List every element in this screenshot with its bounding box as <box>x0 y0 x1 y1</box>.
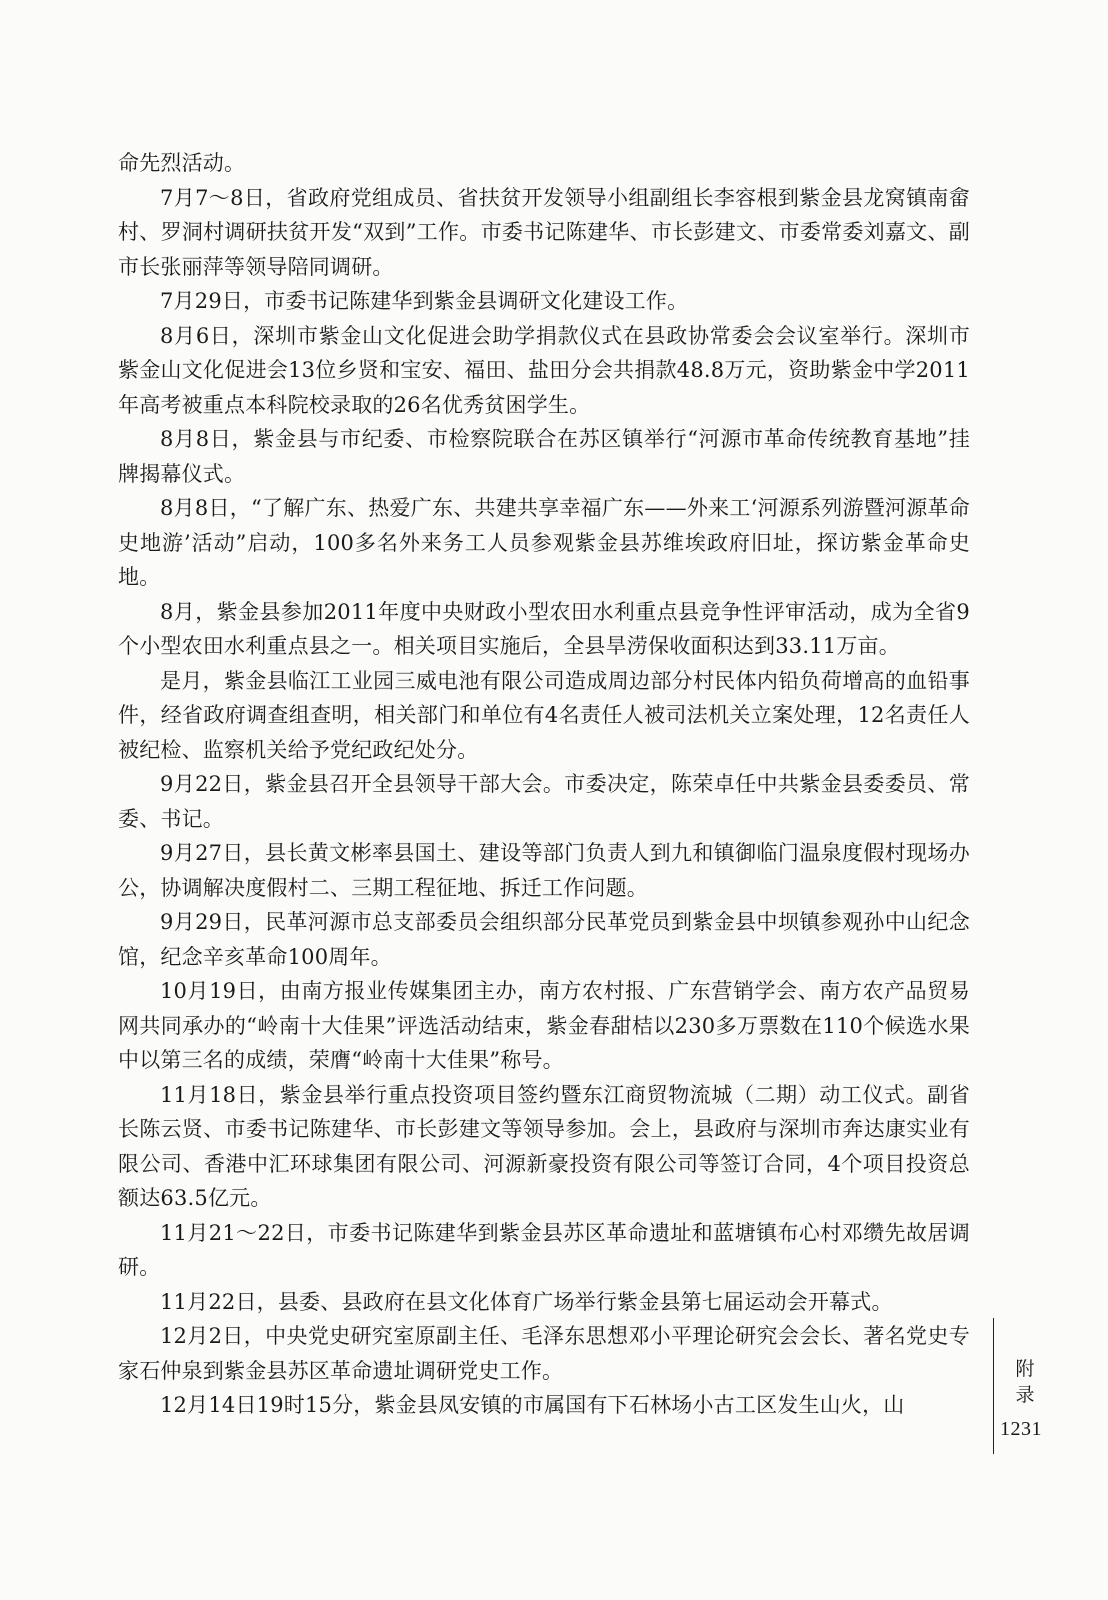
paragraph: 11月22日，县委、县政府在县文化体育广场举行紫金县第七届运动会开幕式。 <box>160 1289 893 1314</box>
paragraph: 9月22日，紫金县召开全县领导干部大会。市委决定，陈荣卓任中共紫金县委委员、常委、书记。 <box>118 772 970 831</box>
paragraph: 9月29日，民革河源市总支部委员会组织部分民革党员到紫金县中坝镇参观孙中山纪念馆，纪念辛亥革命100周年。 <box>118 910 970 969</box>
paragraph: 命先烈活动。 <box>118 151 246 175</box>
paragraph: 8月6日，深圳市紫金山文化促进会助学捐款仪式在县政协常委会会议室举行。深圳市紫金山文化促进会13位乡贤和宝安、福田、盐田分会共捐款48.8万元，资助紫金中学2011年高考被重点本科院校录取的26名优秀贫困学生。 <box>118 323 970 417</box>
paragraph: 11月18日，紫金县举行重点投资项目签约暨东江商贸物流城（二期）动工仪式。副省长陈云贤、市委书记陈建华、市长彭建文等领导参加。会上，县政府与深圳市奔达康实业有限公司、香港中汇环球集团有限公司、河源新豪投资有限公司等签订合同，4个项目投资总额达63.5亿元。 <box>118 1082 970 1210</box>
section-label-char: 附 <box>1015 1358 1035 1380</box>
paragraph: 8月8日，紫金县与市纪委、市检察院联合在苏区镇举行“河源市革命传统教育基地”挂牌揭幕仪式。 <box>118 427 970 486</box>
body-text <box>118 146 970 1423</box>
paragraph: 7月7～8日，省政府党组成员、省扶贫开发领导小组副组长李容根到紫金县龙窝镇南畲村、罗洞村调研扶贫开发“双到”工作。市委书记陈建华、市长彭建文、市委常委刘嘉文、副市长张丽萍等领导陪同调研。 <box>118 185 970 279</box>
page-number: 1231 <box>1000 1418 1042 1440</box>
paragraph: 是月，紫金县临江工业园三威电池有限公司造成周边部分村民体内铅负荷增高的血铅事件，经省政府调查组查明，相关部门和单位有4名责任人被司法机关立案处理，12名责任人被纪检、监察机关给予党纪政纪处分。 <box>118 668 970 762</box>
section-label-char: 录 <box>1015 1384 1035 1406</box>
paragraph: 12月14日19时15分，紫金县凤安镇的市属国有下石林场小古工区发生山火，山 <box>160 1393 905 1417</box>
paragraph: 10月19日，由南方报业传媒集团主办，南方农村报、广东营销学会、南方农产品贸易网共同承办的“岭南十大佳果”评选活动结束，紫金春甜桔以230多万票数在110个候选水果中以第三名的成绩，荣膺“岭南十大佳果”称号。 <box>118 979 970 1072</box>
paragraph: 7月29日，市委书记陈建华到紫金县调研文化建设工作。 <box>160 289 689 313</box>
paragraph: 8月8日，“了解广东、热爱广东、共建共享幸福广东——外来工‘河源系列游暨河源革命史地游’活动”启动，100多名外来务工人员参观紫金县苏维埃政府旧址，探访紫金革命史地。 <box>118 496 970 589</box>
paragraph: 9月27日，县长黄文彬率县国土、建设等部门负责人到九和镇御临门温泉度假村现场办公，协调解决度假村二、三期工程征地、拆迁工作问题。 <box>118 841 970 900</box>
paragraph: 11月21～22日，市委书记陈建华到紫金县苏区革命遗址和蓝塘镇布心村邓缵先故居调研。 <box>118 1220 970 1279</box>
margin-rule <box>993 1318 994 1454</box>
section-label <box>1010 1356 1040 1408</box>
paragraph: 12月2日，中央党史研究室原副主任、毛泽东思想邓小平理论研究会会长、著名党史专家石仲泉到紫金县苏区革命遗址调研党史工作。 <box>118 1324 970 1383</box>
paragraph: 8月，紫金县参加2011年度中央财政小型农田水利重点县竞争性评审活动，成为全省9个小型农田水利重点县之一。相关项目实施后，全县旱涝保收面积达到33.11万亩。 <box>118 599 970 658</box>
